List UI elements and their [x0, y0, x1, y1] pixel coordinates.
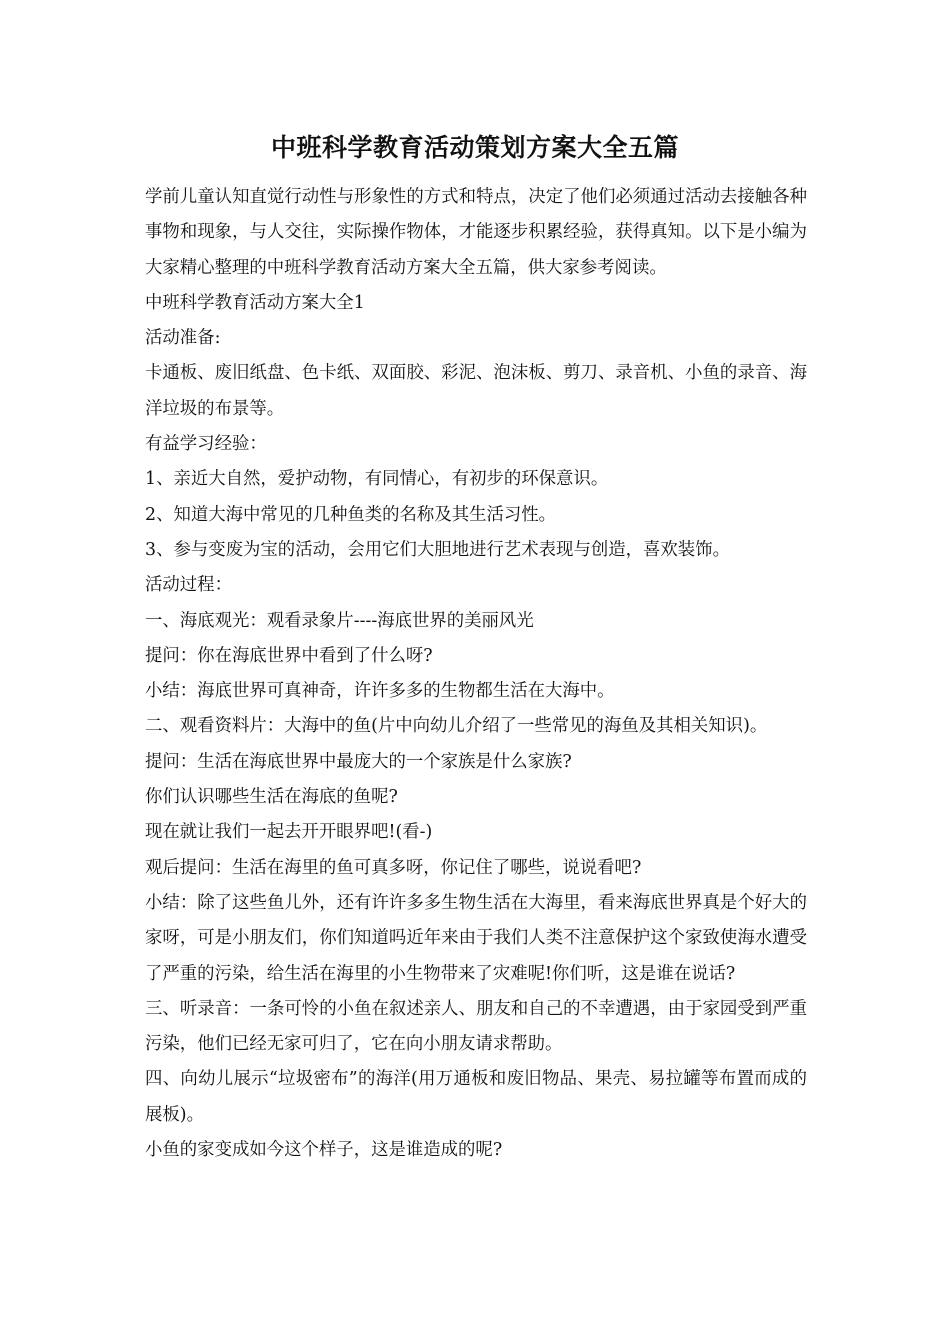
summary-2: 小结：除了这些鱼儿外，还有许许多多生物生活在大海里，看来海底世界真是个好大的家呀，可是小朋友们，你们知道吗近年来由于我们人类不注意保护这个家致使海水遭受了严重的污染，给生活在海里的小生物带来了灾难呢!你们听，这是谁在说话?	[145, 892, 807, 984]
prompt-1: 现在就让我们一起去开开眼界吧!(看-)	[145, 822, 433, 843]
learning-experience-label: 有益学习经验：	[145, 434, 267, 455]
section-heading: 中班科学教育活动方案大全1	[145, 292, 365, 313]
activity-process-label: 活动过程：	[145, 575, 232, 596]
step-2: 二、观看资料片：大海中的鱼(片中向幼儿介绍了一些常见的海鱼及其相关知识)。	[145, 716, 768, 737]
goal-item-3: 3、参与变废为宝的活动，会用它们大胆地进行艺术表现与创造，喜欢装饰。	[145, 539, 730, 560]
summary-1: 小结：海底世界可真神奇，许许多多的生物都生活在大海中。	[145, 681, 615, 702]
question-4: 观后提问：生活在海里的鱼可真多呀，你记住了哪些，说说看吧?	[145, 857, 642, 878]
step-3: 三、听录音：一条可怜的小鱼在叙述亲人、朋友和自己的不幸遭遇，由于家园受到严重污染，他们已经无家可归了，它在向小朋友请求帮助。	[145, 998, 807, 1055]
document-body	[145, 180, 807, 1168]
activity-prep-label: 活动准备:	[145, 328, 221, 349]
goal-item-1: 1、亲近大自然，爱护动物，有同情心，有初步的环保意识。	[145, 469, 609, 490]
question-2: 提问：生活在海底世界中最庞大的一个家族是什么家族?	[145, 751, 572, 772]
goal-item-2: 2、知道大海中常见的几种鱼类的名称及其生活习性。	[145, 504, 557, 525]
question-5: 小鱼的家变成如今这个样子，这是谁造成的呢?	[145, 1140, 503, 1161]
intro-paragraph: 学前儿童认知直觉行动性与形象性的方式和特点，决定了他们必须通过活动去接触各种事物和现象，与人交往，实际操作物体，才能逐步积累经验，获得真知。以下是小编为大家精心整理的中班科学教育活动方案大全五篇，供大家参考阅读。	[145, 187, 807, 278]
question-1: 提问：你在海底世界中看到了什么呀?	[145, 645, 433, 666]
step-4: 四、向幼儿展示“垃圾密布”的海洋(用万通板和废旧物品、果壳、易拉罐等布置而成的展板)。	[145, 1069, 807, 1125]
materials-paragraph: 卡通板、废旧纸盘、色卡纸、双面胶、彩泥、泡沫板、剪刀、录音机、小鱼的录音、海洋垃圾的布景等。	[145, 363, 807, 419]
step-1: 一、海底观光：观看录象片----海底世界的美丽风光	[145, 610, 534, 631]
document-title: 中班科学教育活动策划方案大全五篇	[270, 133, 679, 162]
question-3: 你们认识哪些生活在海底的鱼呢?	[145, 787, 398, 808]
